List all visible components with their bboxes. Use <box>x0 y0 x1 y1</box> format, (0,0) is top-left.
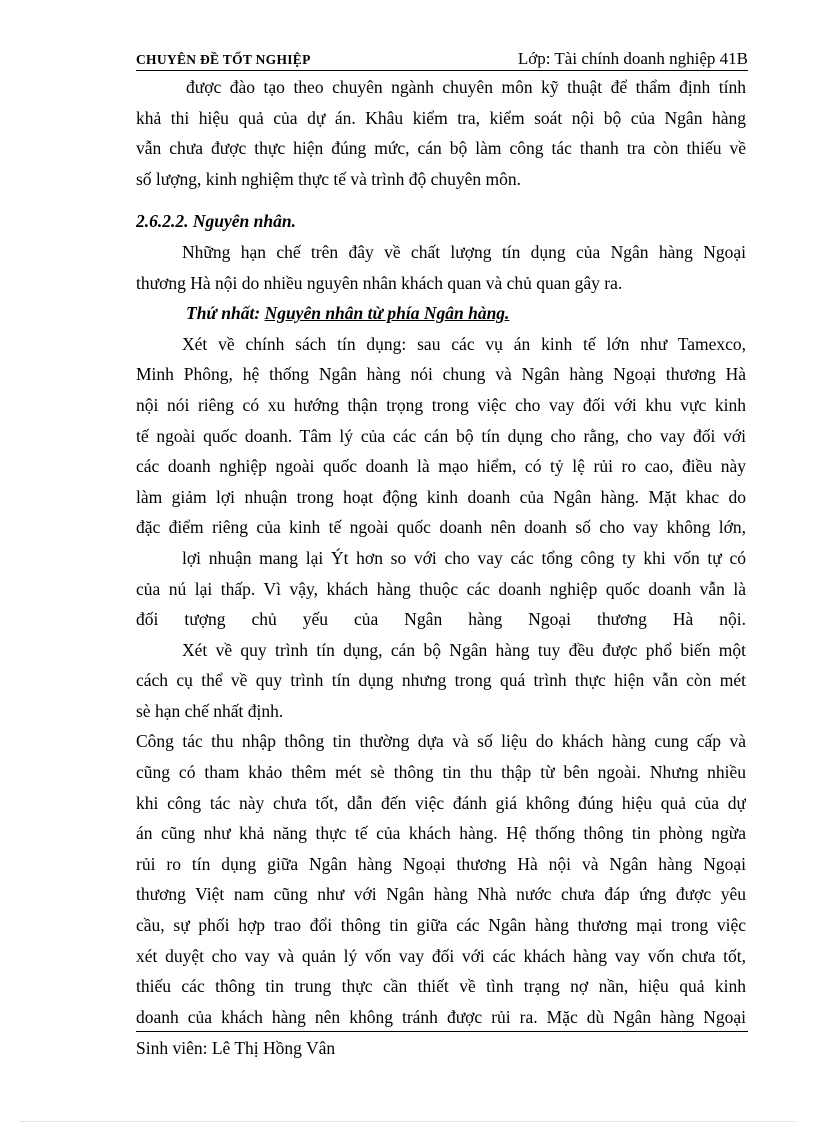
document-type-label: CHUYÊN ĐỀ TỐT NGHIỆP <box>136 52 311 67</box>
text-line: Những hạn chế trên đây về chất lượng tín dụng của Ngân hàng Ngoại <box>182 241 746 262</box>
text-line: làm giảm lợi nhuận trong hoạt động kinh doanh của Ngân hàng. Mặt khac do <box>136 486 746 507</box>
paragraph <box>136 635 746 727</box>
text-line: thương Hà nội do nhiều nguyên nhân khách quan và chủ quan gây ra. <box>136 272 623 293</box>
text-line: rủi ro tín dụng giữa Ngân hàng Ngoại thương Hà nội và Ngân hàng Ngoại <box>136 853 746 874</box>
subheading-title: Nguyên nhân từ phía Ngân hàng. <box>264 303 510 324</box>
paragraph <box>136 237 746 298</box>
text-line: án cũng như khả năng thực tế của khách hàng. Hệ thống thông tin phòng ngừa <box>136 823 746 844</box>
text-line: doanh của khách hàng nên không tránh được rủi ra. Mặc dù Ngân hàng Ngoại <box>136 1006 746 1027</box>
subheading-lead: Thứ nhất: <box>186 303 261 324</box>
text-line: đặc điểm riêng của kinh tế ngoài quốc doanh nên doanh số cho vay không lớn, <box>136 517 746 538</box>
text-line: tế ngoài quốc doanh. Tâm lý của các cán bộ tín dụng cho rằng, cho vay đối với <box>136 425 746 446</box>
page-footer <box>136 1031 748 1059</box>
text-line: cũng có tham khảo thêm mét sè thông tin thu thập từ bên ngoài. Nhưng nhiều <box>136 762 746 783</box>
text-line: Minh Phông, hệ thống Ngân hàng nói chung và Ngân hàng Ngoại thương Hà <box>136 364 746 385</box>
text-line: đối tượng chủ yếu của Ngân hàng Ngoại thương Hà nội. <box>136 609 746 630</box>
text-line: thương Việt nam cũng như với Ngân hàng Nhà nước chưa đáp ứng được yêu <box>136 884 746 905</box>
section-heading: 2.6.2.2. Nguyên nhân. <box>136 211 296 232</box>
text-line: lợi nhuận mang lại Ýt hơn so với cho vay các tổng công ty khi vốn tự có <box>182 547 746 568</box>
text-line: của nú lại thấp. Vì vậy, khách hàng thuộc các doanh nghiệp quốc doanh vẫn là <box>136 578 746 599</box>
text-line: các doanh nghiệp ngoài quốc doanh là mạo hiểm, có tỷ lệ rủi ro cao, điều này <box>136 456 746 477</box>
paragraph <box>136 543 746 635</box>
text-line: xét duyệt cho vay và quản lý vốn vay đối với các khách hàng vay vốn chưa tốt, <box>136 945 746 966</box>
class-label: Lớp: Tài chính doanh nghiệp 41B <box>517 49 748 68</box>
text-line: nội nói riêng có xu hướng thận trọng trong việc cho vay đối với khu vực kinh <box>136 394 746 415</box>
text-line: Công tác thu nhập thông tin thường dựa và số liệu do khách hàng cung cấp và <box>136 731 746 752</box>
text-line: khi công tác này chưa tốt, dẫn đến việc đánh giá không đúng hiệu quả của dự <box>136 792 746 813</box>
paragraph <box>136 726 746 1032</box>
text-line: cách cụ thể về quy trình tín dụng nhưng trong quá trình thực hiện vẫn còn mét <box>136 670 746 691</box>
text-line: Xét về chính sách tín dụng: sau các vụ án kinh tế lớn như Tamexco, <box>182 333 746 354</box>
text-line: vẫn chưa được thực hiện đúng mức, cán bộ làm công tác thanh tra còn thiếu về <box>136 138 746 159</box>
page-header <box>136 50 748 71</box>
student-name: Sinh viên: Lê Thị Hồng Vân <box>136 1038 336 1058</box>
text-line: được đào tạo theo chuyên ngành chuyên môn kỹ thuật để thẩm định tính <box>186 77 746 97</box>
paragraph <box>136 329 746 543</box>
body-content <box>136 72 746 1032</box>
text-line: số lượng, kinh nghiệm thực tế và trình độ chuyên môn. <box>136 168 521 189</box>
text-line: Xét về quy trình tín dụng, cán bộ Ngân hàng tuy đều được phổ biến một <box>182 639 746 660</box>
page-bottom-divider <box>20 1121 796 1122</box>
paragraph <box>136 72 746 194</box>
text-line: thiếu các thông tin trung thực cần thiết về tình trạng nợ nần, hiệu quả kinh <box>136 976 746 997</box>
text-line: cầu, sự phối hợp trao đổi thông tin giữa các Ngân hàng thương mại trong việc <box>136 915 746 936</box>
text-line: khả thi hiệu quả của dự án. Khâu kiểm tra, kiểm soát nội bộ của Ngân hàng <box>136 107 746 128</box>
subheading <box>136 298 746 329</box>
text-line: sè hạn chế nhất định. <box>136 700 284 721</box>
